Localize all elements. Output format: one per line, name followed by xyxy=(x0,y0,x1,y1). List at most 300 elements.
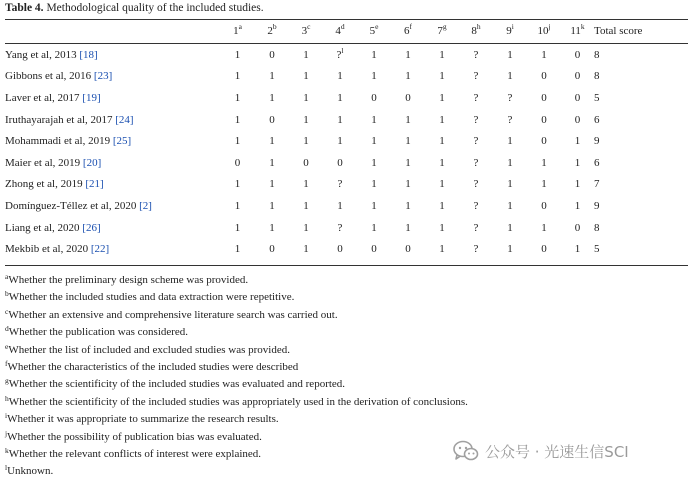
score-cell xyxy=(459,42,493,66)
score-value: 1 xyxy=(405,113,411,126)
score-cell xyxy=(289,130,323,152)
score-cell xyxy=(561,195,594,217)
score-cell xyxy=(255,217,289,239)
score-value: ? xyxy=(473,48,479,61)
score-cell xyxy=(459,195,493,217)
score-value: 1 xyxy=(574,135,581,148)
score-cell xyxy=(220,66,255,88)
watermark-text: 公众号 · 光速生信SCI xyxy=(485,442,629,461)
score-value: 0 xyxy=(541,113,547,126)
score-cell xyxy=(391,109,425,131)
score-cell xyxy=(493,217,527,239)
score-value: 1 xyxy=(303,135,309,148)
score-cell xyxy=(391,238,425,260)
footnote-mark: i xyxy=(5,411,8,421)
column-number: 7 xyxy=(437,25,443,37)
score-value: 1 xyxy=(439,221,445,234)
score-cell xyxy=(459,174,493,196)
total-score-cell: 6 xyxy=(594,156,600,169)
footnote-mark: f xyxy=(5,359,8,369)
score-value: 0 xyxy=(269,243,275,256)
score-value: 1 xyxy=(234,221,241,234)
study-name: Maier et al, 2019 xyxy=(5,156,83,169)
column-footnote-mark: g xyxy=(442,22,447,31)
total-score-cell: 8 xyxy=(594,70,600,83)
score-cell xyxy=(425,238,459,260)
score-cell xyxy=(493,130,527,152)
score-cell xyxy=(220,109,255,131)
score-value: 1 xyxy=(234,48,241,61)
score-cell xyxy=(357,217,391,239)
score-cell xyxy=(391,42,425,66)
score-cell xyxy=(220,174,255,196)
total-score-cell: 5 xyxy=(594,91,600,104)
score-value: 0 xyxy=(541,70,547,83)
header-study xyxy=(5,20,220,42)
score-cell xyxy=(459,109,493,131)
footnote-text: Whether the relevant conflicts of interest were explained. xyxy=(8,448,262,461)
footnote xyxy=(5,272,468,289)
score-value: 1 xyxy=(337,70,343,83)
footnote-text: Whether the characteristics of the included studies were described xyxy=(7,361,299,374)
score-cell xyxy=(561,42,594,66)
score-value: 1 xyxy=(405,48,411,61)
footnote-mark: j xyxy=(5,428,8,438)
column-header-1 xyxy=(220,20,255,42)
score-value: 1 xyxy=(439,199,445,212)
footnote xyxy=(5,376,468,393)
score-cell xyxy=(391,195,425,217)
column-header-9 xyxy=(493,20,527,42)
column-number: 1 xyxy=(233,25,239,37)
score-value: 1 xyxy=(303,48,309,61)
column-footnote-mark: i xyxy=(511,22,514,31)
score-cell xyxy=(527,87,561,109)
score-value: ? xyxy=(473,135,479,148)
score-value: 0 xyxy=(541,135,547,148)
score-value: 1 xyxy=(234,135,241,148)
score-cell xyxy=(357,109,391,131)
score-cell xyxy=(493,87,527,109)
watermark xyxy=(453,440,629,462)
reference-link[interactable]: [25] xyxy=(112,135,132,148)
footnote-mark: a xyxy=(5,272,9,281)
score-footnote-mark: l xyxy=(341,45,344,55)
footnote-mark: b xyxy=(5,289,9,299)
score-value: 1 xyxy=(371,135,377,148)
table-row xyxy=(5,238,688,260)
score-cell xyxy=(493,42,527,66)
score-value: 1 xyxy=(405,135,411,148)
column-footnote-mark: f xyxy=(409,22,412,31)
score-value: 1 xyxy=(371,199,377,212)
footnote xyxy=(5,429,468,446)
score-value: 0 xyxy=(337,156,343,169)
study-cell xyxy=(5,195,220,217)
score-cell xyxy=(527,217,561,239)
table-caption-text: Methodological quality of the included studies. xyxy=(46,2,264,14)
score-cell xyxy=(357,238,391,260)
column-footnote-mark: d xyxy=(340,22,345,31)
reference-link[interactable]: [21] xyxy=(85,178,104,191)
score-value: 0 xyxy=(541,243,547,256)
score-value: 1 xyxy=(541,178,547,191)
score-cell xyxy=(561,130,594,152)
study-name: Mohammadi et al, 2019 xyxy=(5,135,113,148)
score-value: ? xyxy=(507,91,513,104)
study-name: Mekbib et al, 2020 xyxy=(5,243,91,256)
column-number: 8 xyxy=(471,25,477,37)
score-cell xyxy=(391,87,425,109)
score-cell xyxy=(561,217,594,239)
score-value: 1 xyxy=(574,156,581,169)
score-value: 1 xyxy=(541,48,547,61)
reference-link[interactable]: [2] xyxy=(139,199,152,212)
score-value: 1 xyxy=(234,243,241,256)
score-value: 1 xyxy=(337,113,343,126)
score-cell xyxy=(323,174,357,196)
reference-link[interactable]: [19] xyxy=(82,91,101,104)
footnote-text: Whether an extensive and comprehensive literature search was carried out. xyxy=(8,308,338,321)
score-cell xyxy=(459,130,493,152)
header-row xyxy=(5,20,688,42)
footnote-text: Whether the scientificity of the included studies was appropriately used in the derivation of conclusions. xyxy=(8,395,468,408)
score-cell xyxy=(357,130,391,152)
score-value: ? xyxy=(337,178,343,191)
column-number: 2 xyxy=(267,25,273,37)
total-score-cell: 6 xyxy=(594,113,600,126)
score-value: 1 xyxy=(371,48,377,61)
column-header-2 xyxy=(255,20,289,42)
score-cell xyxy=(391,174,425,196)
column-footnote-mark: a xyxy=(238,22,242,31)
study-cell xyxy=(5,66,220,88)
study-cell xyxy=(5,130,220,152)
score-cell xyxy=(391,217,425,239)
score-cell xyxy=(493,195,527,217)
column-footnote-mark: b xyxy=(272,22,277,31)
score-cell xyxy=(255,195,289,217)
footnote-mark: l xyxy=(5,463,8,473)
footnote xyxy=(5,394,468,411)
score-cell xyxy=(425,109,459,131)
score-cell xyxy=(323,130,357,152)
score-cell xyxy=(357,42,391,66)
reference-link[interactable]: [20] xyxy=(82,156,102,169)
score-cell xyxy=(527,66,561,88)
score-cell xyxy=(425,130,459,152)
score-cell xyxy=(323,109,357,131)
footnote-text: Unknown. xyxy=(7,465,54,478)
score-cell xyxy=(323,66,357,88)
score-value: ? xyxy=(473,199,479,212)
score-value: 1 xyxy=(303,178,309,191)
score-value: 1 xyxy=(371,178,377,191)
footnote-mark: k xyxy=(5,446,9,456)
score-cell xyxy=(425,152,459,174)
footnote-text: Whether it was appropriate to summarize the research results. xyxy=(7,413,279,426)
study-cell xyxy=(5,42,220,66)
score-cell xyxy=(527,152,561,174)
reference-link[interactable]: [26] xyxy=(82,221,101,234)
reference-link[interactable]: [18] xyxy=(79,48,98,61)
score-cell xyxy=(391,152,425,174)
score-cell xyxy=(289,195,323,217)
bottom-rule xyxy=(5,265,688,266)
footnote-text: Whether the included studies and data extraction were repetitive. xyxy=(8,291,295,304)
score-cell xyxy=(220,130,255,152)
score-value: ? xyxy=(473,91,479,104)
score-value: 1 xyxy=(269,178,275,191)
score-value: 1 xyxy=(507,70,513,83)
reference-link[interactable]: [23] xyxy=(93,70,113,83)
score-cell xyxy=(289,174,323,196)
table-caption-label: Table 4. xyxy=(5,2,44,14)
score-value: 1 xyxy=(507,243,513,256)
score-cell xyxy=(289,66,323,88)
column-number: 3 xyxy=(301,25,308,37)
table-caption xyxy=(5,0,264,16)
column-footnote-mark: e xyxy=(375,22,379,31)
score-value: 0 xyxy=(371,243,377,256)
score-value: 1 xyxy=(269,156,275,169)
score-cell xyxy=(323,42,357,66)
score-cell xyxy=(220,42,255,66)
score-value: 1 xyxy=(303,221,309,234)
score-cell xyxy=(527,109,561,131)
score-value: 1 xyxy=(507,156,513,169)
score-value: 1 xyxy=(439,156,445,169)
score-value: 1 xyxy=(574,199,581,212)
column-footnote-mark: h xyxy=(476,22,481,31)
score-value: 0 xyxy=(574,221,581,234)
score-cell xyxy=(357,195,391,217)
score-cell xyxy=(220,152,255,174)
footnote-text: Whether the list of included and excluded studies was provided. xyxy=(8,343,290,356)
total-score-cell: 8 xyxy=(594,48,600,61)
column-number: 11 xyxy=(570,25,581,37)
score-value: 1 xyxy=(405,199,411,212)
score-value: ? xyxy=(473,70,479,83)
score-value: 1 xyxy=(337,91,343,104)
column-header-7 xyxy=(425,20,459,42)
table-row xyxy=(5,130,688,152)
score-cell xyxy=(425,174,459,196)
score-value: 1 xyxy=(541,221,547,234)
footnote xyxy=(5,446,468,463)
score-value: 0 xyxy=(541,91,547,104)
score-value: 1 xyxy=(234,113,241,126)
score-value: 1 xyxy=(439,48,445,61)
score-value: 1 xyxy=(303,199,309,212)
score-cell xyxy=(323,152,357,174)
score-value: 1 xyxy=(405,70,411,83)
total-score-cell: 8 xyxy=(594,221,600,234)
score-value: 0 xyxy=(371,91,377,104)
column-header-8 xyxy=(459,20,493,42)
score-value: 1 xyxy=(234,199,241,212)
score-cell xyxy=(220,195,255,217)
score-cell xyxy=(255,42,289,66)
score-cell xyxy=(561,87,594,109)
score-cell xyxy=(561,66,594,88)
score-value: 1 xyxy=(574,243,581,256)
study-name: Zhong et al, 2019 xyxy=(5,178,86,191)
score-cell xyxy=(391,130,425,152)
study-cell xyxy=(5,152,220,174)
score-value: 1 xyxy=(371,156,377,169)
score-value: 1 xyxy=(371,113,377,126)
score-cell xyxy=(255,238,289,260)
score-cell xyxy=(561,238,594,260)
footnote xyxy=(5,359,468,376)
score-value: 1 xyxy=(269,91,275,104)
score-value: 1 xyxy=(234,178,241,191)
score-cell xyxy=(561,109,594,131)
score-value: 1 xyxy=(269,70,275,83)
score-value: 0 xyxy=(541,199,547,212)
score-cell xyxy=(459,66,493,88)
score-value: 1 xyxy=(405,221,411,234)
footnote xyxy=(5,342,468,359)
study-name: Liang et al, 2020 xyxy=(5,221,83,234)
footnote-mark: c xyxy=(5,306,9,316)
score-value: 1 xyxy=(439,113,445,126)
score-value: 1 xyxy=(574,178,581,191)
score-value: ? xyxy=(473,221,479,234)
score-cell xyxy=(289,217,323,239)
score-cell xyxy=(493,109,527,131)
score-value: ? xyxy=(473,243,479,256)
score-cell xyxy=(289,238,323,260)
column-header-total-score: Total score xyxy=(594,25,643,37)
score-cell xyxy=(323,87,357,109)
score-cell xyxy=(493,152,527,174)
score-value: 1 xyxy=(439,243,445,256)
score-value: 1 xyxy=(234,70,241,83)
study-name: Domínguez-Téllez et al, 2020 xyxy=(5,199,140,212)
score-cell xyxy=(527,238,561,260)
footnote xyxy=(5,411,468,428)
score-value: 0 xyxy=(405,243,411,256)
study-name: Gibbons et al, 2016 xyxy=(5,70,94,83)
total-score-cell: 7 xyxy=(594,178,600,191)
score-cell xyxy=(391,66,425,88)
score-cell xyxy=(493,66,527,88)
column-header-4 xyxy=(323,20,357,42)
score-value: 1 xyxy=(405,178,411,191)
score-value: 1 xyxy=(439,91,445,104)
footnote-text: Whether the possibility of publication bias was evaluated. xyxy=(7,430,262,443)
column-header-11 xyxy=(561,20,594,42)
column-header-3 xyxy=(289,20,323,42)
footnote xyxy=(5,463,468,480)
score-cell xyxy=(357,174,391,196)
score-value: 1 xyxy=(507,135,513,148)
score-value: 1 xyxy=(439,135,445,148)
score-value: 0 xyxy=(234,156,241,169)
score-cell xyxy=(289,87,323,109)
footnotes xyxy=(5,272,468,481)
quality-table xyxy=(5,20,688,260)
score-value: 0 xyxy=(405,91,411,104)
score-cell xyxy=(527,195,561,217)
footnote-text: Whether the preliminary design scheme was provided. xyxy=(8,274,249,286)
footnote-text: Whether the scientificity of the included studies was evaluated and reported. xyxy=(8,378,346,391)
score-cell xyxy=(357,87,391,109)
score-cell xyxy=(323,195,357,217)
score-cell xyxy=(357,152,391,174)
score-cell xyxy=(527,42,561,66)
score-value: 1 xyxy=(507,48,513,61)
score-value: 1 xyxy=(337,135,343,148)
score-cell xyxy=(220,87,255,109)
column-header-5 xyxy=(357,20,391,42)
score-value: ? xyxy=(473,113,479,126)
column-number: 4 xyxy=(335,25,341,37)
table-row xyxy=(5,195,688,217)
score-cell xyxy=(255,87,289,109)
score-value: ? xyxy=(473,178,479,191)
score-cell xyxy=(425,42,459,66)
score-value: 1 xyxy=(507,178,513,191)
score-value: 0 xyxy=(269,48,275,61)
score-value: 0 xyxy=(269,113,275,126)
table-row xyxy=(5,152,688,174)
footnote xyxy=(5,324,468,341)
column-footnote-mark: c xyxy=(307,22,311,31)
score-value: ? xyxy=(473,156,479,169)
score-cell xyxy=(255,66,289,88)
score-value: 1 xyxy=(405,156,411,169)
score-value: 1 xyxy=(371,70,377,83)
score-cell xyxy=(255,174,289,196)
score-cell xyxy=(323,238,357,260)
total-score-cell: 9 xyxy=(594,135,600,148)
table-row xyxy=(5,217,688,239)
score-cell xyxy=(527,130,561,152)
score-value: 1 xyxy=(303,70,309,83)
study-name: Yang et al, 2013 xyxy=(5,48,80,61)
score-cell xyxy=(561,174,594,196)
score-value: ? xyxy=(507,113,513,126)
study-cell xyxy=(5,174,220,196)
score-value: 1 xyxy=(234,91,241,104)
reference-link[interactable]: [22] xyxy=(90,243,110,256)
score-value: 1 xyxy=(541,156,547,169)
score-value: 1 xyxy=(439,178,445,191)
score-value: ? xyxy=(337,221,343,234)
score-cell xyxy=(561,152,594,174)
score-value: 0 xyxy=(574,113,581,126)
footnote-text: Whether the publication was considered. xyxy=(8,326,189,339)
total-score-cell: 9 xyxy=(594,199,600,212)
score-value: 1 xyxy=(303,113,309,126)
score-value: 1 xyxy=(507,199,513,212)
study-name: Laver et al, 2017 xyxy=(5,91,83,104)
column-footnote-mark: j xyxy=(548,22,551,31)
study-cell xyxy=(5,109,220,131)
reference-link[interactable]: [24] xyxy=(115,113,134,126)
score-value: 1 xyxy=(303,243,309,256)
study-cell xyxy=(5,87,220,109)
score-value: 1 xyxy=(337,199,343,212)
score-value: 1 xyxy=(371,221,377,234)
footnote-mark: g xyxy=(5,376,9,386)
score-cell xyxy=(220,238,255,260)
footnote xyxy=(5,307,468,324)
score-value: 1 xyxy=(439,70,445,83)
